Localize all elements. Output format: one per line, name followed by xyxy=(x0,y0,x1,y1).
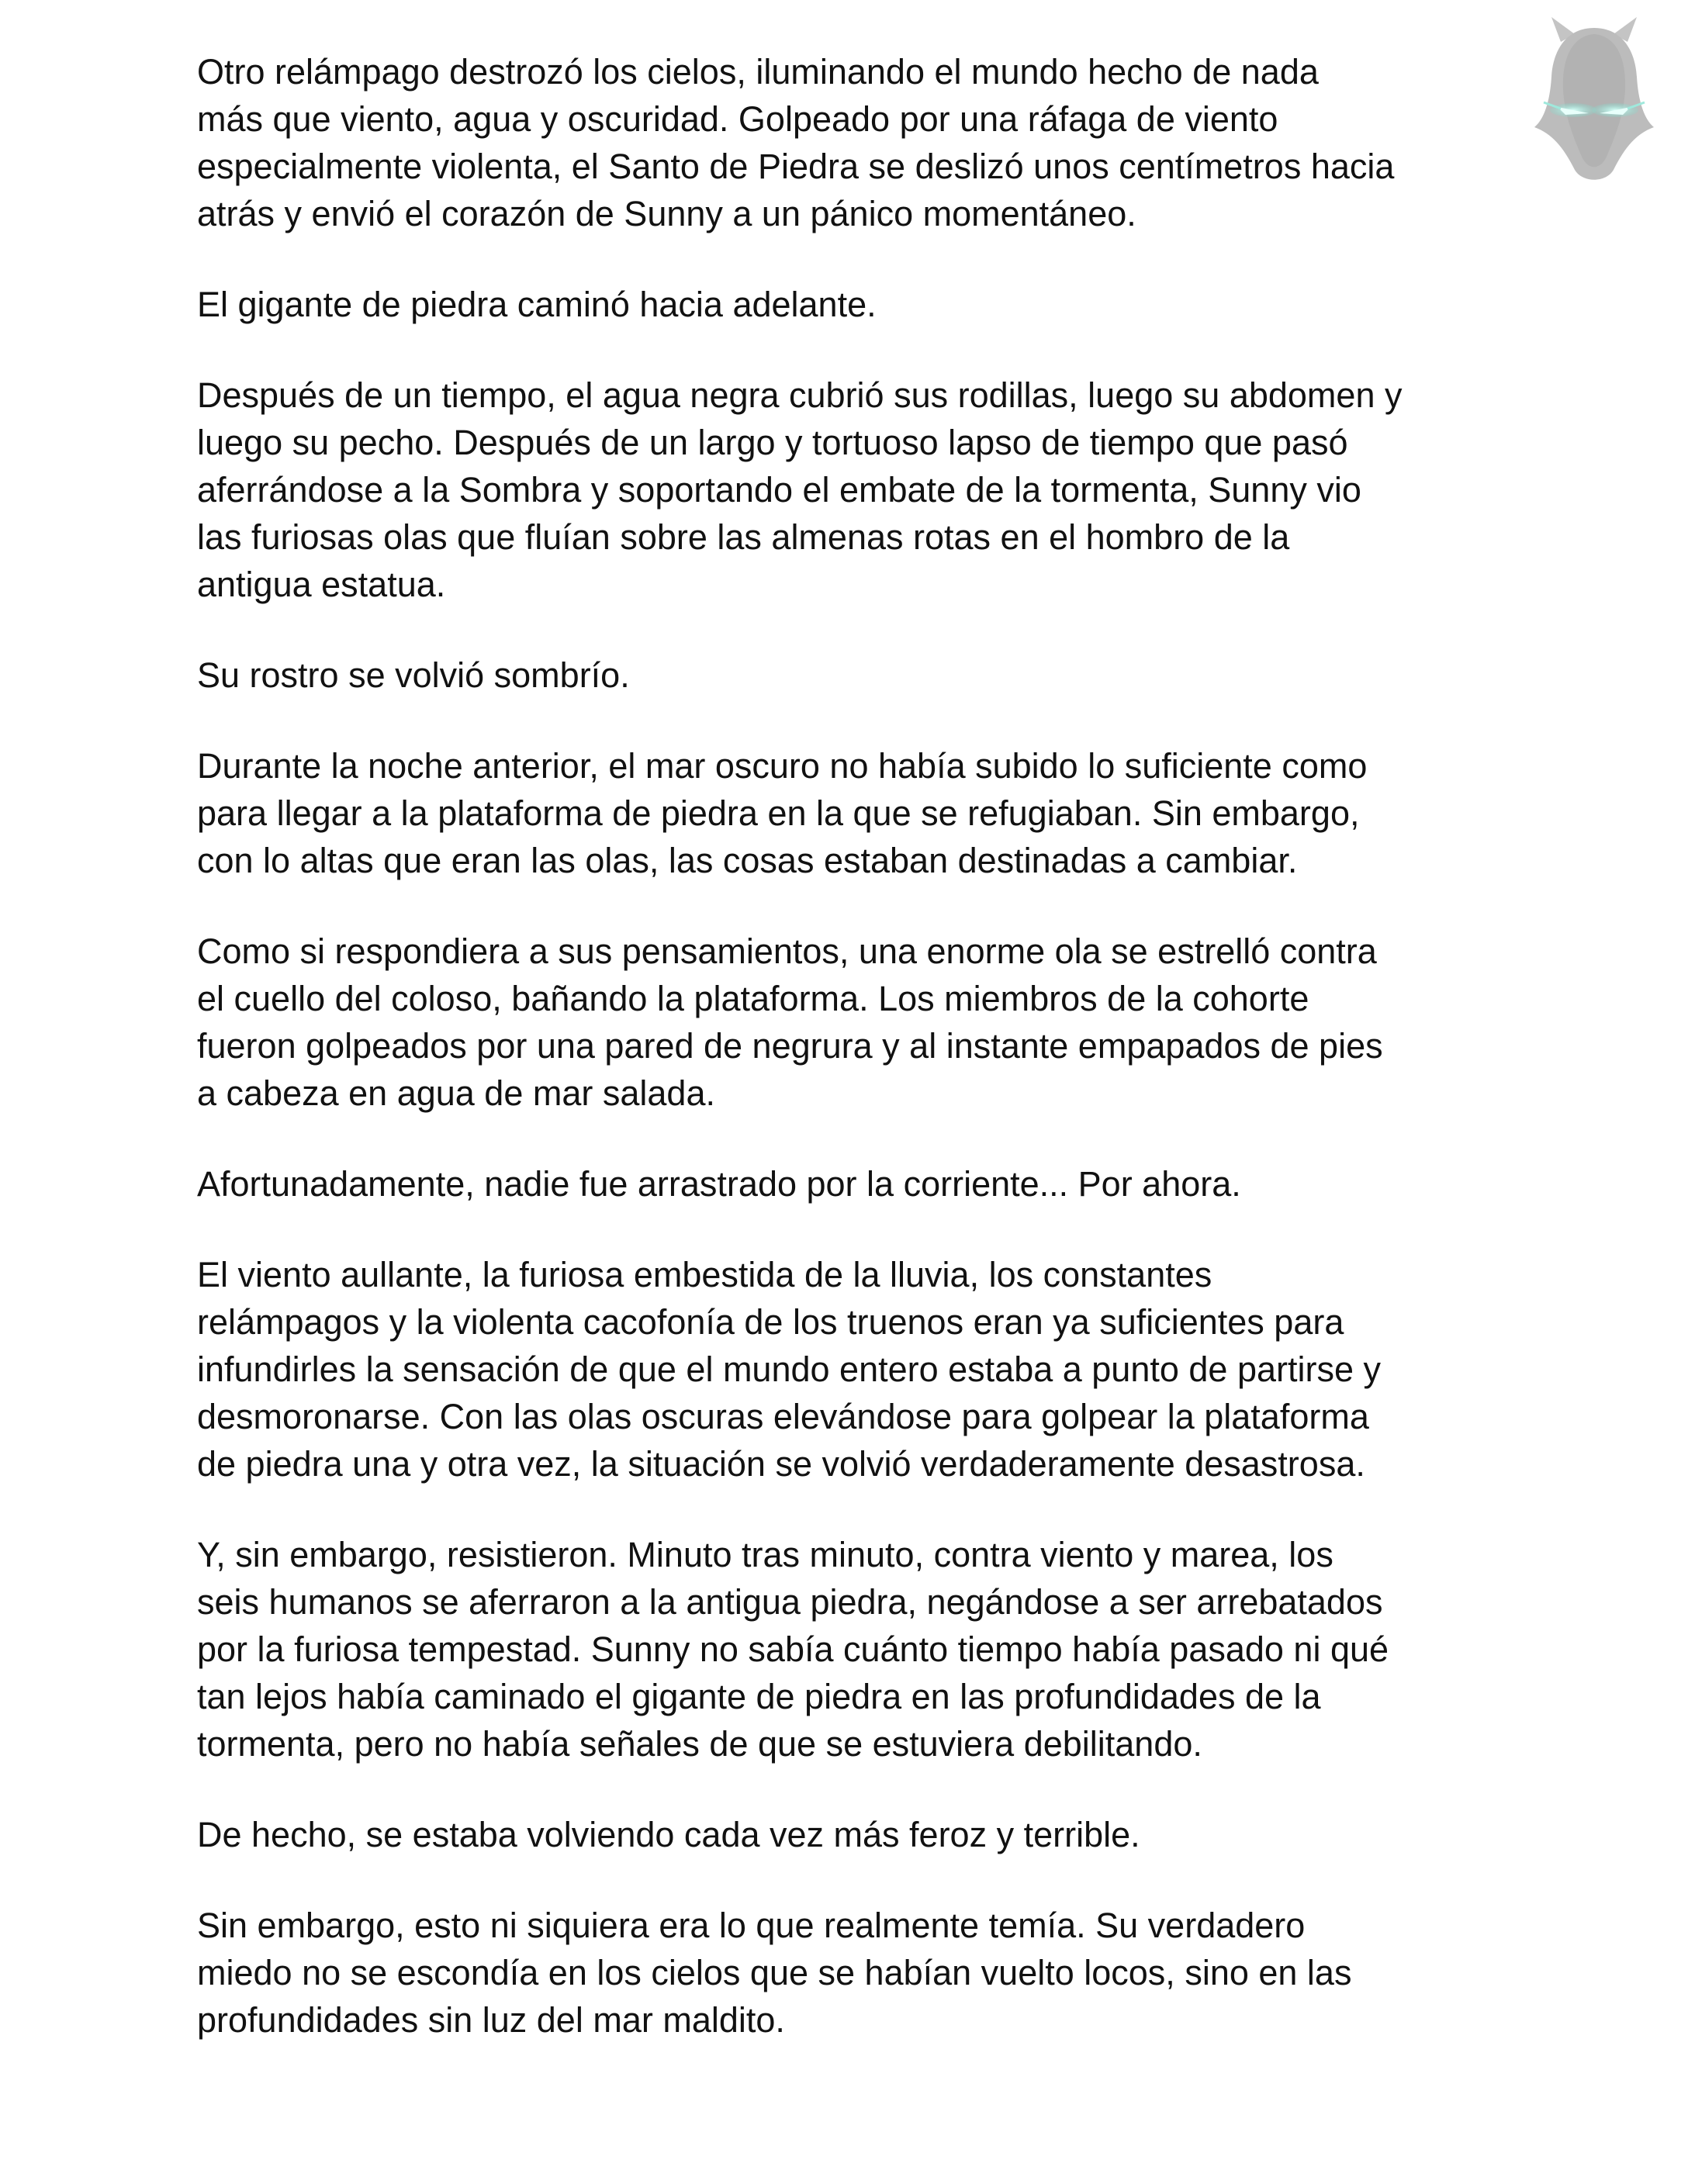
text-line: aferrándose a la Sombra y soportando el embate de la tormenta, Sunny vio xyxy=(197,470,1361,510)
paragraph-5 xyxy=(197,742,1516,884)
text-line: desmoronarse. Con las olas oscuras elevándose para golpear la plataforma xyxy=(197,1397,1369,1436)
text-line: infundirles la sensación de que el mundo entero estaba a punto de partirse y xyxy=(197,1349,1382,1389)
paragraph-3 xyxy=(197,371,1516,608)
paragraph-1 xyxy=(197,48,1516,237)
paragraph-10 xyxy=(197,1811,1516,1858)
text-line: Después de un tiempo, el agua negra cubrió sus rodillas, luego su abdomen y xyxy=(197,375,1403,415)
text-line: Y, sin embargo, resistieron. Minuto tras minuto, contra viento y marea, los xyxy=(197,1535,1333,1574)
paragraph-2 xyxy=(197,281,1516,328)
text-line: relámpagos y la violenta cacofonía de los truenos eran ya suficientes para xyxy=(197,1302,1344,1342)
text-line: las furiosas olas que fluían sobre las almenas rotas en el hombro de la xyxy=(197,517,1290,557)
text-line: de piedra una y otra vez, la situación se volvió verdaderamente desastrosa. xyxy=(197,1444,1365,1484)
paragraph-4 xyxy=(197,651,1516,699)
text-line: De hecho, se estaba volviendo cada vez más feroz y terrible. xyxy=(197,1815,1140,1854)
text-line: tormenta, pero no había señales de que se estuviera debilitando. xyxy=(197,1724,1202,1764)
demon-mask-icon xyxy=(1520,11,1668,189)
text-line: El viento aullante, la furiosa embestida de la lluvia, los constantes xyxy=(197,1255,1212,1294)
text-line: por la furiosa tempestad. Sunny no sabía cuánto tiempo había pasado ni qué xyxy=(197,1629,1389,1669)
paragraph-8 xyxy=(197,1251,1516,1488)
text-line: especialmente violenta, el Santo de Piedra se deslizó unos centímetros hacia xyxy=(197,147,1395,186)
text-line: miedo no se escondía en los cielos que se habían vuelto locos, sino en las xyxy=(197,1953,1352,1992)
text-line: Otro relámpago destrozó los cielos, iluminando el mundo hecho de nada xyxy=(197,52,1319,92)
text-line: luego su pecho. Después de un largo y tortuoso lapso de tiempo que pasó xyxy=(197,423,1348,462)
story-text xyxy=(197,48,1516,2087)
text-line: Afortunadamente, nadie fue arrastrado por la corriente... Por ahora. xyxy=(197,1164,1241,1204)
text-line: fueron golpeados por una pared de negrura y al instante empapados de pies xyxy=(197,1026,1383,1066)
paragraph-6 xyxy=(197,928,1516,1117)
text-line: atrás y envió el corazón de Sunny a un pánico momentáneo. xyxy=(197,194,1136,233)
text-line: antigua estatua. xyxy=(197,565,446,604)
text-line: seis humanos se aferraron a la antigua piedra, negándose a ser arrebatados xyxy=(197,1582,1383,1622)
text-line: el cuello del coloso, bañando la plataforma. Los miembros de la cohorte xyxy=(197,979,1309,1018)
paragraph-9 xyxy=(197,1531,1516,1768)
paragraph-11 xyxy=(197,1902,1516,2044)
text-line: con lo altas que eran las olas, las cosas estaban destinadas a cambiar. xyxy=(197,841,1298,880)
text-line: más que viento, agua y oscuridad. Golpeado por una ráfaga de viento xyxy=(197,99,1278,139)
text-line: a cabeza en agua de mar salada. xyxy=(197,1073,715,1113)
text-line: tan lejos había caminado el gigante de piedra en las profundidades de la xyxy=(197,1677,1321,1716)
text-line: Durante la noche anterior, el mar oscuro no había subido lo suficiente como xyxy=(197,746,1368,786)
paragraph-7 xyxy=(197,1160,1516,1208)
text-line: Su rostro se volvió sombrío. xyxy=(197,655,630,695)
text-line: profundidades sin luz del mar maldito. xyxy=(197,2000,785,2040)
text-line: Como si respondiera a sus pensamientos, una enorme ola se estrelló contra xyxy=(197,931,1377,971)
text-line: para llegar a la plataforma de piedra en la que se refugiaban. Sin embargo, xyxy=(197,793,1360,833)
text-line: El gigante de piedra caminó hacia adelante. xyxy=(197,285,877,324)
text-line: Sin embargo, esto ni siquiera era lo que realmente temía. Su verdadero xyxy=(197,1906,1306,1945)
